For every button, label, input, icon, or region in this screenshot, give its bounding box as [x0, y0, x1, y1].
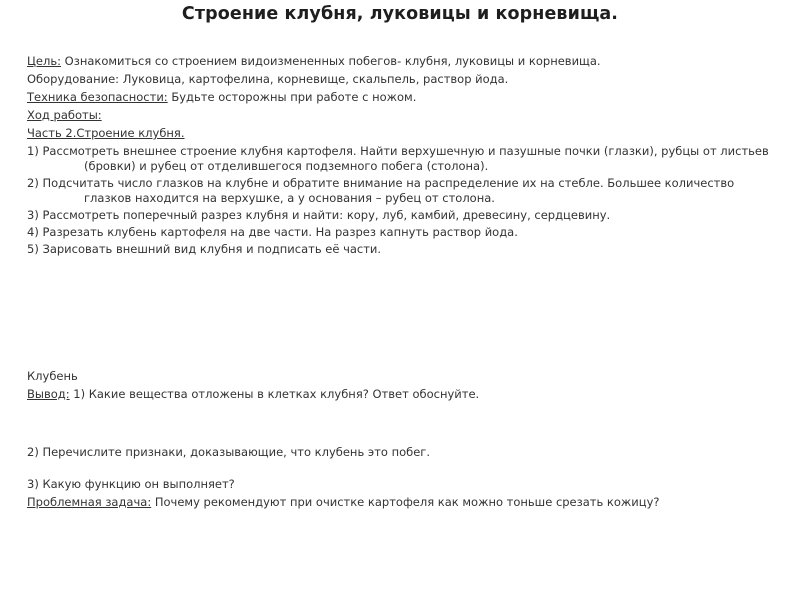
step-item: 2) Подсчитать число глазков на клубне и обратите внимание на распределение их на стебле. Большее количество глазков находится на верхушке, а у основания – рубец от столона. — [27, 176, 735, 205]
problem-text: Почему рекомендуют при очистке картофеля как можно тоньше срезать кожицу? — [151, 495, 660, 509]
part-heading: Часть 2.Строение клубня. — [27, 126, 185, 140]
step-item: 5) Зарисовать внешний вид клубня и подписать её части. — [27, 242, 382, 256]
goal-label: Цель: — [27, 54, 62, 68]
safety-text: Будьте осторожны при работе с ножом. — [167, 90, 417, 104]
goal-text: Ознакомиться со строением видоизмененных побегов- клубня, луковицы и корневища. — [61, 54, 601, 68]
tuber-label: Клубень — [27, 369, 78, 383]
step-item: 3) Рассмотреть поперечный разрез клубня и найти: кору, луб, камбий, древесину, сердцевину. — [27, 208, 611, 222]
problem-line — [27, 493, 782, 511]
page-title: Строение клубня, луковицы и корневища. — [181, 4, 619, 24]
procedure-heading: Ход работы: — [27, 108, 102, 122]
problem-label: Проблемная задача: — [27, 495, 152, 509]
conclusion-label: Вывод: — [27, 387, 70, 401]
safety-line — [27, 88, 782, 106]
equipment-line: Оборудование: Луковица, картофелина, корневище, скальпель, раствор йода. — [27, 72, 509, 86]
conclusion-q3: 3) Какую функцию он выполняет? — [27, 477, 235, 491]
goal-line — [27, 52, 782, 70]
safety-label: Техника безопасности: — [27, 90, 168, 104]
conclusion-q1-line — [27, 385, 782, 403]
conclusion-q2: 2) Перечислите признаки, доказывающие, что клубень это побег. — [27, 445, 431, 459]
step-item: 1) Рассмотреть внешнее строение клубня картофеля. Найти верхушечную и пазушные почки (глазки), рубцы от листьев (бровки) и рубец от отделившегося подземного побега (столона). — [27, 144, 769, 173]
worksheet-body — [27, 52, 782, 511]
step-item: 4) Разрезать клубень картофеля на две части. На разрез капнуть раствор йода. — [27, 225, 518, 239]
conclusion-q1: 1) Какие вещества отложены в клетках клубня? Ответ обоснуйте. — [69, 387, 480, 401]
